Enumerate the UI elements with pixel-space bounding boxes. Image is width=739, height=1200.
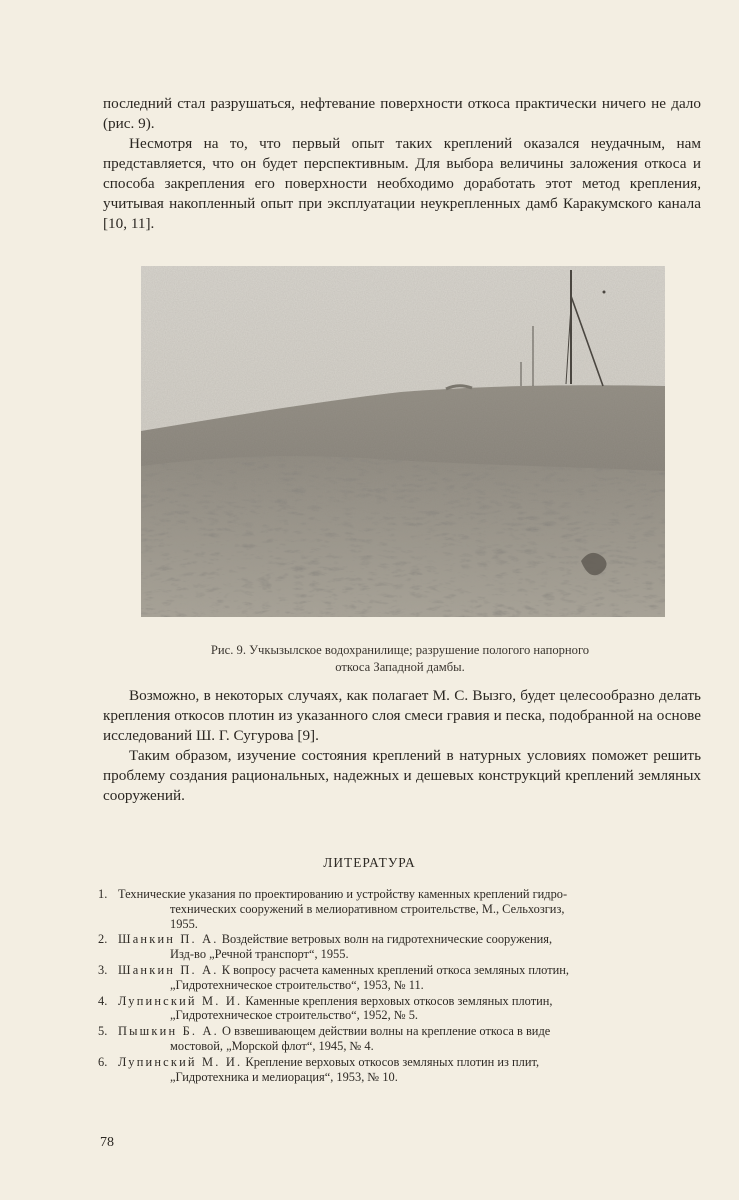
caption-line: откоса Западной дамбы.	[335, 660, 465, 674]
references-title: ЛИТЕРАТУРА	[323, 855, 416, 870]
reference-item	[98, 932, 704, 962]
paragraph: последний стал разрушаться, нефтевание поверхности откоса практически ничего не дало (рис. 9).	[103, 95, 701, 132]
reference-number: 5.	[98, 1024, 108, 1039]
reference-author: Лупинский М. И.	[118, 993, 243, 1008]
paragraph: Таким образом, изучение состояния креплений в натурных условиях поможет решить проблему создания рациональных, надежных и дешевых конструкций креплений земляных сооружений.	[103, 747, 701, 804]
reference-item	[98, 963, 704, 993]
reference-number: 6.	[98, 1054, 108, 1069]
reference-text: О взвешивающем действии волны на крепление откоса в виде	[218, 1024, 551, 1039]
reference-author: Шанкин П. А.	[118, 932, 219, 947]
reference-number: 3.	[98, 962, 108, 977]
reference-item	[98, 1055, 704, 1085]
references-list	[98, 887, 704, 1085]
reference-continuation: „Гидротехническое строительство“, 1953, № 11.	[170, 977, 424, 992]
paragraph: Несмотря на то, что первый опыт таких креплений оказался неудачным, нам представляется, что он будет перспективным. Для выбора величины заложения откоса и способа закрепления его поверхности необходимо доработать этот метод крепления, учитывая накопленный опыт при эксплуатации неукрепленных дамб Каракумского канала [10, 11].	[103, 135, 701, 232]
middle-text-block	[103, 686, 701, 806]
reference-continuation: „Гидротехника и мелиорация“, 1953, № 10.	[170, 1069, 398, 1084]
reference-continuation: „Гидротехническое строительство“, 1952, № 5.	[170, 1008, 419, 1023]
dam-slope-photo	[141, 266, 665, 617]
reference-item	[98, 994, 704, 1024]
caption-line: Рис. 9. Учкызылское водохранилище; разрушение пологого напорного	[210, 643, 590, 657]
reference-continuation: Изд-во „Речной транспорт“, 1955.	[170, 947, 349, 962]
reference-item	[98, 887, 704, 931]
paragraph: Возможно, в некоторых случаях, как полагает М. С. Вызго, будет целесообразно делать крепления откосов плотин из указанного слоя смеси гравия и песка, подобранной на основе исследований Ш. Г. Сугурова [9].	[103, 687, 701, 744]
reference-text: К вопросу расчета каменных креплений откоса земляных плотин,	[218, 962, 569, 977]
reference-author: Пышкин Б. А.	[118, 1024, 219, 1039]
reference-number: 4.	[98, 993, 108, 1008]
figure-caption	[150, 642, 650, 676]
reference-continuation: технических сооружений в мелиоративном строительстве, М., Сельхозгиз,	[170, 901, 565, 916]
reference-number: 1.	[98, 887, 108, 901]
reference-item	[98, 1024, 704, 1054]
figure-9-photo	[141, 266, 665, 617]
reference-text: Воздействие ветровых волн на гидротехнические сооружения,	[218, 932, 553, 947]
reference-continuation: мостовой, „Морской флот“, 1945, № 4.	[170, 1038, 374, 1053]
reference-author: Шанкин П. А.	[118, 962, 219, 977]
reference-continuation: 1955.	[170, 916, 198, 931]
page-number: 78	[100, 1135, 114, 1150]
reference-text: Каменные крепления верховых откосов земляных плотин,	[242, 993, 553, 1008]
reference-text: Технические указания по проектированию и устройству каменных креплений гидро-	[118, 887, 568, 901]
reference-text: Крепление верховых откосов земляных плотин из плит,	[242, 1054, 540, 1069]
reference-number: 2.	[98, 932, 108, 947]
top-text-block	[103, 94, 701, 234]
reference-author: Лупинский М. И.	[118, 1054, 243, 1069]
